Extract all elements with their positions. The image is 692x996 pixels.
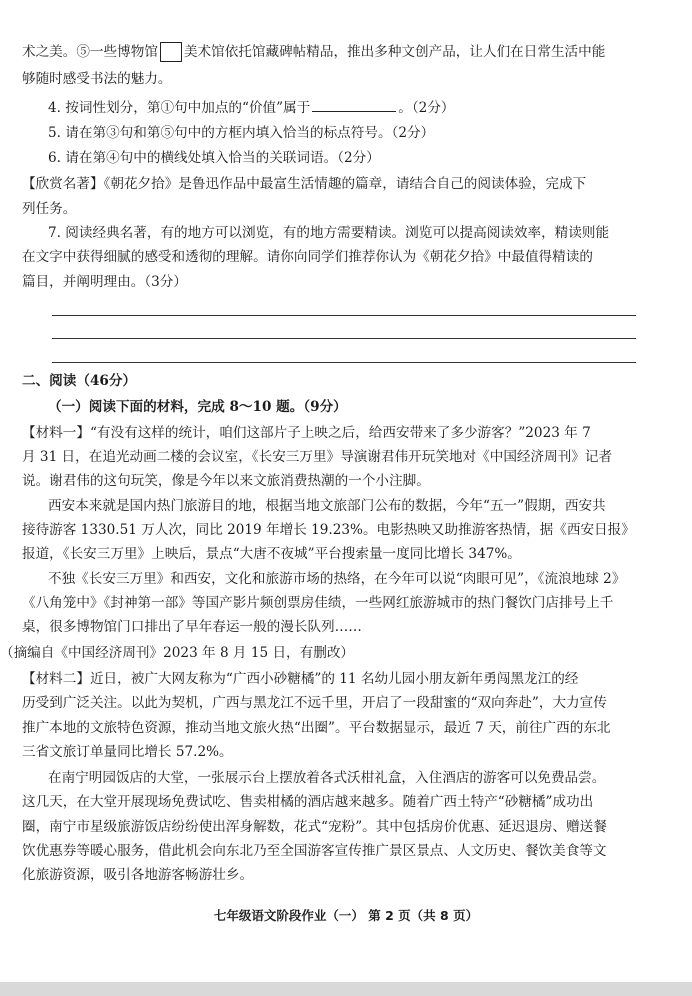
text-line xyxy=(22,42,605,62)
text-line: 列任务。 xyxy=(22,201,77,217)
appreciation-prompt: 【欣赏名著】《朝花夕拾》是鲁迅作品中最富生活情趣的篇章，请结合自己的阅读体验，完成下 xyxy=(22,176,587,192)
text-span: 4. 按词性划分，第①句中加点的“价值”属于 xyxy=(48,100,311,116)
punctuation-box xyxy=(160,42,182,62)
text-span: 。（2分） xyxy=(398,100,455,116)
text-line: 接待游客 1330.51 万人次，同比 2019 年增长 19.23%。电影热映又助推游客热情，据《西安日报》 xyxy=(22,522,635,538)
scan-edge xyxy=(0,982,692,996)
text-line: 推广本地的文旅特色资源，推动当地文旅火热“出圈”。平台数据显示，最近 7 天，前往广西的东北 xyxy=(22,720,611,736)
paragraph: 西安本来就是国内热门旅游目的地，根据当地文旅部门公布的数据，今年“五一”假期，西安共 xyxy=(48,498,606,514)
text-line: 在文字中获得细腻的感受和透彻的理解。请你向同学们推荐你认为《朝花夕拾》中最值得精读的 xyxy=(22,249,593,265)
answer-blank xyxy=(312,99,396,112)
text-line: 说。谢君伟的这句玩笑，像是今年以来文旅消费热潮的一个小注脚。 xyxy=(22,473,430,489)
question-4 xyxy=(48,99,455,117)
subsection-heading: （一）阅读下面的材料，完成 8～10 题。（9分） xyxy=(48,399,347,415)
text-span: 美术馆依托馆藏碑帖精品，推出多种文创产品，让人们在日常生活中能 xyxy=(183,44,606,60)
answer-line xyxy=(52,362,636,363)
question-6: 6. 请在第④句中的横线处填入恰当的关联词语。（2分） xyxy=(48,150,380,166)
paragraph: 不独《长安三万里》和西安，文化和旅游市场的热络，在今年可以说“肉眼可见”，《流浪地球 2》 xyxy=(48,571,626,587)
question-5: 5. 请在第③句和第⑤句中的方框内填入恰当的标点符号。（2分） xyxy=(48,125,435,141)
text-line: 篇目，并阐明理由。（3分） xyxy=(22,274,187,290)
text-line: 报道，《长安三万里》上映后，景点“大唐不夜城”平台搜索量一度同比增长 347%。 xyxy=(22,546,521,562)
text-span: 术之美。⑤一些博物馆 xyxy=(22,44,158,60)
question-7: 7. 阅读经典名著，有的地方可以浏览，有的地方需要精读。浏览可以提高阅读效率，精读则能 xyxy=(48,225,610,241)
section-heading: 二、阅读（46分） xyxy=(22,373,137,389)
text-line: 《八角笼中》《封神第一部》等国产影片频创票房佳绩，一些网红旅游城市的热门餐饮门店排号上千 xyxy=(22,595,614,611)
material-two: 【材料二】近日，被广大网友称为“广西小砂糖橘”的 11 名幼儿园小朋友新年勇闯黑龙江的经 xyxy=(22,671,579,687)
text-line: 历受到广泛关注。以此为契机，广西与黑龙江不远千里，开启了一段甜蜜的“双向奔赴”，大力宣传 xyxy=(22,695,607,711)
text-line: 饮优惠券等暖心服务，借此机会向东北乃至全国游客宣传推广景区景点、人文历史、餐饮美食等文 xyxy=(22,843,607,859)
page-footer: 七年级语文阶段作业（一） 第 2 页（共 8 页） xyxy=(213,908,479,923)
text-line: 月 31 日，在追光动画二楼的会议室，《长安三万里》导演谢君伟开玩笑地对《中国经济周刊》记者 xyxy=(22,449,613,465)
answer-line xyxy=(52,315,636,316)
text-line: 化旅游资源，吸引各地游客畅游壮乡。 xyxy=(22,867,254,883)
text-line: 这几天，在大堂开展现场免费试吃、售卖柑橘的酒店越来越多。随着广西土特产“砂糖橘”成功出 xyxy=(22,794,594,810)
paragraph: 在南宁明园饭店的大堂，一张展示台上摆放着各式沃柑礼盒，入住酒店的游客可以免费品尝。 xyxy=(48,770,606,786)
answer-line xyxy=(52,338,636,339)
text-line: 桌，很多博物馆门口排出了早年春运一般的漫长队列…… xyxy=(22,619,362,635)
material-one: 【材料一】“有没有这样的统计，咱们这部片子上映之后，给西安带来了多少游客？”2023 年 7 xyxy=(22,425,591,441)
text-line: 圈，南宁市星级旅游饭店纷纷使出浑身解数，花式“宠粉”。其中包括房价优惠、延迟退房、赠送餐 xyxy=(22,819,607,835)
source-citation: （摘编自《中国经济周刊》2023 年 8 月 15 日，有删改） xyxy=(0,645,355,661)
text-line: 够随时感受书法的魅力。 xyxy=(22,71,172,87)
text-line: 三省文旅订单量同比增长 57.2%。 xyxy=(22,744,233,760)
